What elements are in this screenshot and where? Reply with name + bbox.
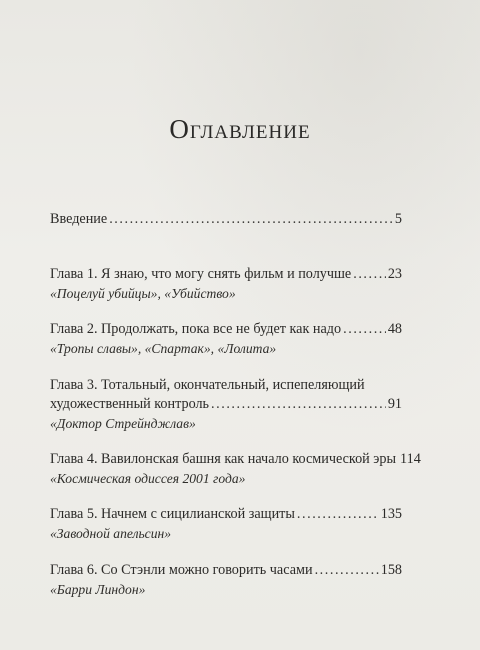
dot-leader (343, 320, 386, 339)
page-title: Оглавление (169, 114, 311, 144)
toc-page-number: 114 (400, 451, 421, 467)
toc-entry-films: «Поцелуй убийцы», «Убийство» (50, 286, 236, 301)
toc-entry-chapter-4 (50, 450, 421, 488)
toc-entry-label: Глава 5. Начнем с сицилианской защиты (50, 506, 295, 522)
dot-leader (109, 210, 393, 229)
toc-entry-chapter-5 (50, 505, 402, 543)
toc-entry-label: Глава 6. Со Стэнли можно говорить часами (50, 562, 313, 578)
dot-leader (211, 395, 386, 414)
toc-entry-chapter-2 (50, 320, 402, 358)
toc-entry-label: Введение (50, 211, 108, 227)
toc-entry-label: Глава 2. Продолжать, пока все не будет как надо (50, 321, 342, 337)
toc-entry-chapter-3 (50, 376, 402, 433)
toc-page-number: 48 (387, 321, 402, 337)
dot-leader (315, 561, 379, 580)
toc-row (50, 450, 421, 469)
toc-page-number: 135 (380, 506, 402, 522)
toc-entry-label: художественный контроль (50, 396, 210, 412)
toc-entry-chapter-6 (50, 561, 402, 599)
toc-row (50, 395, 402, 414)
dot-leader (353, 265, 386, 284)
toc-entry-films: «Заводной апельсин» (50, 526, 172, 541)
toc-entry-label: Глава 4. Вавилонская башня как начало космической эры (50, 451, 397, 467)
toc-entry-films: «Тропы славы», «Спартак», «Лолита» (50, 341, 277, 356)
toc-page-number: 158 (380, 562, 402, 578)
toc-entry-label-line: Глава 3. Тотальный, окончательный, испепеляющий (50, 377, 365, 393)
toc-entry-films: «Космическая одиссея 2001 года» (50, 471, 246, 486)
toc-entry-label: Глава 1. Я знаю, что могу снять фильм и получше (50, 266, 352, 282)
toc-entry-introduction (50, 210, 402, 229)
toc-page-number: 91 (387, 396, 402, 412)
toc-entry-films: «Доктор Стрейнджлав» (50, 416, 196, 431)
toc-row (50, 210, 402, 229)
toc-row (50, 505, 402, 524)
toc-page-number: 5 (394, 211, 402, 227)
toc-row (50, 320, 402, 339)
toc-row (50, 265, 402, 284)
toc-entry-chapter-1 (50, 265, 402, 303)
toc-entry-films: «Барри Линдон» (50, 582, 146, 597)
toc-row (50, 561, 402, 580)
toc-page-number: 23 (387, 266, 402, 282)
dot-leader (297, 505, 379, 524)
